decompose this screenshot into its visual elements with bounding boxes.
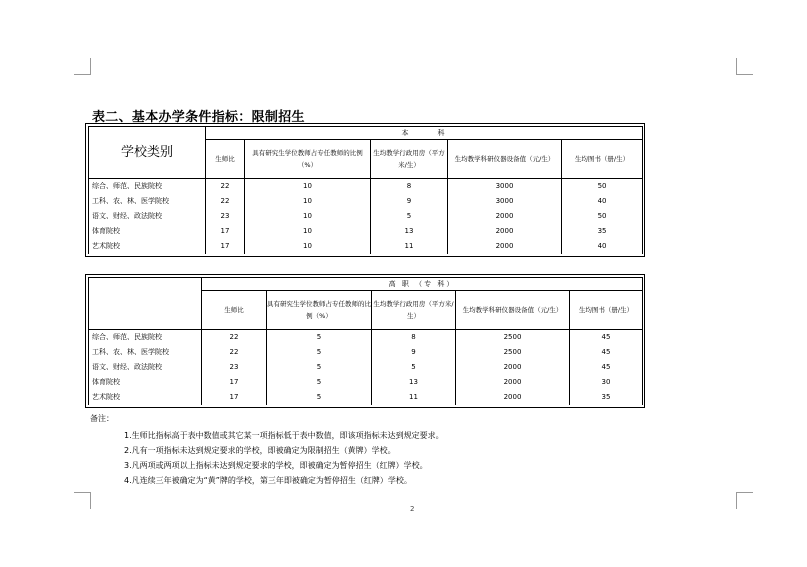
value-cell: 45: [570, 345, 643, 360]
value-cell: 23: [202, 360, 267, 375]
value-cell: 2000: [448, 239, 562, 254]
value-cell: 8: [372, 330, 456, 346]
value-cell: 10: [245, 179, 371, 195]
school-type-cell: 综合、师范、民族院校: [89, 330, 202, 346]
value-cell: 22: [202, 345, 267, 360]
blank-header-cell: [89, 278, 202, 330]
table-row: [89, 375, 643, 390]
value-cell: 9: [371, 194, 448, 209]
value-cell: 5: [372, 360, 456, 375]
table-row: [89, 345, 643, 360]
value-cell: 2000: [456, 360, 570, 375]
value-cell: 40: [562, 194, 643, 209]
value-cell: 2000: [448, 209, 562, 224]
value-cell: 22: [202, 330, 267, 346]
value-cell: 45: [570, 360, 643, 375]
vocational-table: [85, 274, 645, 408]
value-cell: 5: [267, 390, 372, 405]
school-type-cell: 工科、农、林、医学院校: [89, 194, 206, 209]
notes-label: 备注：: [90, 414, 114, 423]
school-type-cell: 艺术院校: [89, 239, 206, 254]
value-cell: 9: [372, 345, 456, 360]
table-row: [89, 360, 643, 375]
school-type-cell: 体育院校: [89, 224, 206, 239]
note-item: 3.凡两项或两项以上指标未达到规定要求的学校，即被确定为暂停招生（红牌）学校。: [124, 461, 428, 470]
value-cell: 2000: [448, 224, 562, 239]
value-cell: 50: [562, 179, 643, 195]
table-row: [89, 179, 643, 195]
value-cell: 30: [570, 375, 643, 390]
school-type-cell: 工科、农、林、医学院校: [89, 345, 202, 360]
value-cell: 13: [372, 375, 456, 390]
crop-mark-bottom-right: [736, 492, 753, 509]
value-cell: 22: [206, 194, 245, 209]
value-cell: 40: [562, 239, 643, 254]
value-cell: 13: [371, 224, 448, 239]
table-row: [89, 194, 643, 209]
school-type-cell: 综合、师范、民族院校: [89, 179, 206, 195]
note-item: 2.凡有一项指标未达到规定要求的学校，即被确定为限制招生（黄牌）学校。: [124, 446, 396, 455]
value-cell: 17: [202, 375, 267, 390]
value-cell: 17: [202, 390, 267, 405]
value-cell: 17: [206, 224, 245, 239]
column-header: 具有研究生学位教师占专任教师的比例（%）: [245, 140, 371, 179]
value-cell: 3000: [448, 194, 562, 209]
value-cell: 5: [267, 345, 372, 360]
value-cell: 10: [245, 224, 371, 239]
notes-list: [124, 428, 444, 488]
page-title: 表二、基本办学条件指标：限制招生: [92, 110, 305, 125]
table-row: [89, 209, 643, 224]
value-cell: 17: [206, 239, 245, 254]
column-header: 生均教学科研仪器设备值（元/生）: [448, 140, 562, 179]
value-cell: 2500: [456, 330, 570, 346]
column-header: 具有研究生学位教师占专任教师的比例（%）: [267, 291, 372, 330]
value-cell: 10: [245, 194, 371, 209]
value-cell: 11: [371, 239, 448, 254]
table-row: [89, 239, 643, 254]
value-cell: 10: [245, 239, 371, 254]
column-header: 生师比: [206, 140, 245, 179]
value-cell: 8: [371, 179, 448, 195]
column-header: 生均教学行政用房（平方米/生）: [372, 291, 456, 330]
undergraduate-table: [85, 123, 645, 257]
value-cell: 5: [267, 360, 372, 375]
school-type-cell: 体育院校: [89, 375, 202, 390]
value-cell: 2000: [456, 375, 570, 390]
value-cell: 45: [570, 330, 643, 346]
category-header: 学校类别: [89, 127, 206, 179]
group-header: 高 职 （专 科）: [202, 278, 643, 291]
crop-mark-bottom-left: [74, 492, 91, 509]
table-row: [89, 390, 643, 405]
value-cell: 3000: [448, 179, 562, 195]
page-number: 2: [410, 505, 415, 513]
crop-mark-top-left: [74, 58, 91, 75]
column-header: 生均图书（册/生）: [562, 140, 643, 179]
group-header: 本 科: [206, 127, 643, 140]
value-cell: 50: [562, 209, 643, 224]
value-cell: 22: [206, 179, 245, 195]
value-cell: 2500: [456, 345, 570, 360]
value-cell: 35: [562, 224, 643, 239]
school-type-cell: 语文、财经、政法院校: [89, 360, 202, 375]
note-item: 4.凡连续三年被确定为“黄”牌的学校，第三年即被确定为暂停招生（红牌）学校。: [124, 476, 412, 485]
value-cell: 23: [206, 209, 245, 224]
column-header: 生均教学科研仪器设备值（元/生）: [456, 291, 570, 330]
value-cell: 2000: [456, 390, 570, 405]
value-cell: 5: [371, 209, 448, 224]
value-cell: 35: [570, 390, 643, 405]
table-row: [89, 224, 643, 239]
column-header: 生均教学行政用房（平方米/生）: [371, 140, 448, 179]
value-cell: 5: [267, 330, 372, 346]
school-type-cell: 语文、财经、政法院校: [89, 209, 206, 224]
value-cell: 10: [245, 209, 371, 224]
value-cell: 11: [372, 390, 456, 405]
table-row: [89, 330, 643, 346]
school-type-cell: 艺术院校: [89, 390, 202, 405]
value-cell: 5: [267, 375, 372, 390]
crop-mark-top-right: [736, 58, 753, 75]
column-header: 生均图书（册/生）: [570, 291, 643, 330]
note-item: 1.生师比指标高于表中数值或其它某一项指标低于表中数值，即该项指标未达到规定要求。: [124, 431, 444, 440]
column-header: 生师比: [202, 291, 267, 330]
